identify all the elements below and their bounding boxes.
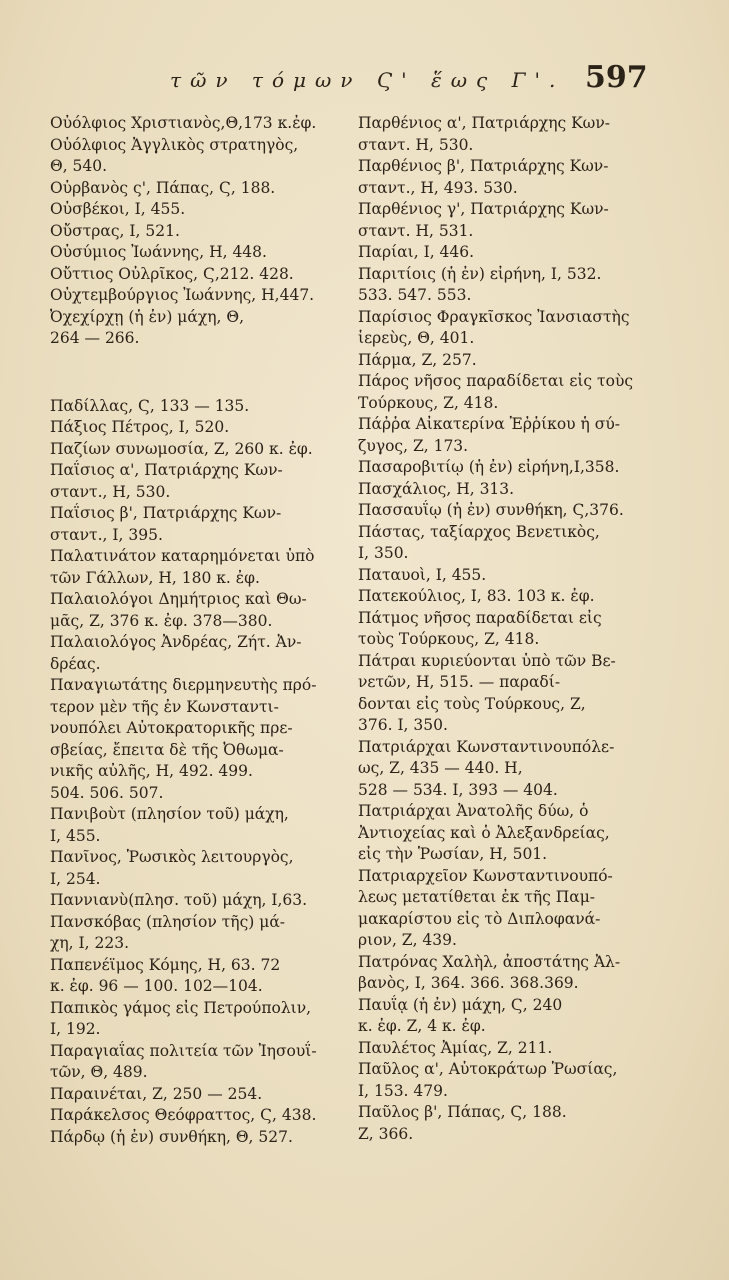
index-entry-line: τερον μὲν τῆς ἐν Κωνσταντι- — [50, 697, 279, 716]
index-entry-line: 504. 506. 507. — [50, 783, 164, 802]
index-entry-line: Παζίων συνωμοσία, Ζ, 260 κ. ἐφ. — [50, 439, 313, 458]
index-entry-line: Πατριαρχεῖον Κωνσταντινουπό- — [358, 866, 613, 885]
index-entry-line: ζυγος, Ζ, 173. — [358, 436, 469, 455]
index-entry-line: Ι, 153. 479. — [358, 1081, 448, 1100]
index-entry-line: Παταυοὶ, Ι, 455. — [358, 565, 487, 584]
index-entry-line: Οὐόλφιος Χριστιανὸς,Θ,173 κ.ἐφ. — [50, 114, 317, 132]
index-entry-line: Παναγιωτάτης διερμηνευτὴς πρό- — [50, 676, 317, 694]
section-gap — [50, 350, 350, 396]
index-entry-line: μακαρίστου εἰς τὸ Διπλοφανά- — [358, 909, 601, 928]
index-entry-line: Παρθένιος β', Πατριάρχης Κων- — [358, 157, 609, 175]
index-entry-line: ἱερεὺς, Θ, 401. — [358, 329, 475, 347]
index-entry-line: σβείας, ἔπειτα δὲ τῆς Ὀθωμα- — [50, 740, 284, 759]
index-entry-line: Θ, 540. — [50, 157, 108, 175]
index-entry-line: Πανιβοὺτ (πλησίον τοῦ) μάχη, — [50, 805, 289, 823]
index-entry-line: Ι, 350. — [358, 544, 409, 562]
index-entry-line: Ι, 192. — [50, 1020, 101, 1038]
index-entry-line: Πάρδῳ (ἡ ἐν) συνθήκη, Θ, 527. — [50, 1127, 293, 1146]
index-entry-line: Πατριάρχαι Κωνσταντινουπόλε- — [358, 737, 615, 756]
index-entry-line: Οὐσβέκοι, Ι, 455. — [50, 200, 186, 218]
index-entry-line: Πάρος νῆσος παραδίδεται εἰς τοὺς — [358, 372, 634, 390]
index-entry-line: Οὐχτεμβούργιος Ἰωάννης, Η,447. — [50, 286, 315, 304]
index-entry-line: Πάτμος νῆσος παραδίδεται εἰς — [358, 608, 602, 627]
page-number: 597 — [585, 60, 648, 95]
index-column-right — [358, 113, 658, 1145]
index-entry-line: Πάξιος Πέτρος, Ι, 520. — [50, 418, 230, 436]
index-entry-line: Παδίλλας, Ϛ, 133 — 135. — [50, 396, 250, 415]
index-entry-line: σταντ., Η, 530. — [50, 482, 171, 501]
index-entry-line: βανὸς, Ι, 364. 366. 368.369. — [358, 974, 579, 992]
index-entry-line: Πάῤῥα Αἰκατερίνα Ἐῤῥίκου ἡ σύ- — [358, 415, 620, 433]
index-entry-line: Παλατινάτον καταρημόνεται ὑπὸ — [50, 547, 315, 565]
index-entry-line: νικῆς αὐλῆς, Η, 492. 499. — [50, 762, 253, 780]
index-entry-line: Παλαιολόγος Ἀνδρέας, Ζήτ. Ἀν- — [50, 633, 302, 651]
running-title: τῶν τόμων Ϛ' ἕως Γ'. — [170, 68, 565, 92]
index-entry-line: ριον, Ζ, 439. — [358, 931, 457, 949]
index-entry-line: τῶν, Θ, 489. — [50, 1063, 148, 1081]
index-entry-line: Πάτραι κυριεύονται ὑπὸ τῶν Βε- — [358, 651, 616, 670]
index-entry-line: Παράκελσος Θεόφραττος, Ϛ, 438. — [50, 1106, 317, 1124]
index-entry-line: λεως μετατίθεται ἐκ τῆς Παμ- — [358, 888, 596, 906]
index-entry-line: Πατεκούλιος, Ι, 83. 103 κ. ἐφ. — [358, 587, 595, 605]
index-entry-line: Πασσαυΐῳ (ἡ ἐν) συνθήκη, Ϛ,376. — [358, 501, 624, 519]
index-entry-line: σταντ. Η, 530. — [358, 135, 474, 154]
index-entry-line: Οὔστρας, Ι, 521. — [50, 221, 180, 240]
index-entry-line: Πανῖνος, Ῥωσικὸς λειτουργὸς, — [50, 848, 294, 866]
index-entry-line: Παυλέτος Ἀμίας, Ζ, 211. — [358, 1038, 553, 1057]
index-entry-line: 376. Ι, 350. — [358, 716, 448, 734]
index-entry-line: Παπικὸς γάμος εἰς Πετρούπολιν, — [50, 998, 312, 1017]
index-entry-line: εἰς τὴν Ῥωσίαν, Η, 501. — [358, 845, 548, 863]
index-entry-line: Παυΐᾳ (ἡ ἐν) μάχη, Ϛ, 240 — [358, 995, 563, 1014]
index-entry-line: Παρθένιος α', Πατριάρχης Κων- — [358, 114, 610, 132]
index-entry-line: κ. ἐφ. 96 — 100. 102—104. — [50, 977, 263, 995]
index-entry-line: Πασχάλιος, Η, 313. — [358, 479, 515, 498]
index-entry-line: Ἀντιοχείας καὶ ὁ Ἀλεξανδρείας, — [358, 823, 610, 842]
index-entry-line: Παρίσιος Φραγκῖσκος Ἰανσιαστὴς — [358, 307, 630, 326]
index-entry-line: χη, Ι, 223. — [50, 934, 130, 952]
index-entry-line: Οὐόλφιος Ἀγγλικὸς στρατηγὸς, — [50, 135, 299, 154]
index-entry-line: ως, Ζ, 435 — 440. Η, — [358, 759, 523, 777]
index-entry-line: Παραινέται, Ζ, 250 — 254. — [50, 1084, 263, 1103]
index-entry-line: σταντ., Η, 493. 530. — [358, 178, 518, 197]
index-entry-line: 528 — 534. Ι, 393 — 404. — [358, 780, 558, 799]
index-entry-line: Παλαιολόγοι Δημήτριος καὶ Θω- — [50, 590, 307, 608]
index-entry-line: Παραγιαΐας πολιτεία τῶν Ἰησουΐ- — [50, 1041, 317, 1060]
index-entry-line: Πανσκόβας (πλησίον τῆς) μά- — [50, 912, 286, 931]
index-entry-line: Παριτίοις (ἡ ἐν) εἰρήνη, Ι, 532. — [358, 264, 602, 283]
index-entry-line: δονται εἰς τοὺς Τούρκους, Ζ, — [358, 694, 586, 713]
index-entry-line: Πατριάρχαι Ἀνατολῆς δύω, ὁ — [358, 802, 589, 820]
index-entry-line: δρέας. — [50, 654, 101, 673]
index-entry-line: τοὺς Τούρκους, Ζ, 418. — [358, 630, 540, 648]
index-entry-line: Παρίαι, Ι, 446. — [358, 243, 475, 261]
index-entry-line: Τούρκους, Ζ, 418. — [358, 393, 499, 412]
index-entry-line: νετῶν, Η, 515. — παραδί- — [358, 673, 561, 691]
index-entry-line: Παννιανὺ(πλησ. τοῦ) μάχη, Ι,63. — [50, 891, 308, 909]
index-entry-line: 264 — 266. — [50, 329, 140, 347]
index-entry-line: Παΐσιος β', Πατριάρχης Κων- — [50, 504, 282, 522]
index-entry-line: Πάστας, ταξίαρχος Βενετικὸς, — [358, 522, 600, 541]
index-entry-line: Πάρμα, Ζ, 257. — [358, 350, 477, 369]
index-entry-line: Πασαροβιτίῳ (ἡ ἐν) εἰρήνη,Ι,358. — [358, 458, 620, 476]
index-entry-line: Ὀχεχίρχῃ (ἡ ἐν) μάχη, Θ, — [50, 307, 244, 326]
index-entry-line: Ζ, 366. — [358, 1124, 414, 1143]
running-head — [0, 60, 729, 100]
index-entry-line: Παῦλος β', Πάπας, Ϛ, 188. — [358, 1103, 567, 1121]
index-entry-line: Παρθένιος γ', Πατριάρχης Κων- — [358, 200, 609, 218]
index-entry-line: σταντ. Η, 531. — [358, 221, 474, 240]
index-entry-line: μᾶς, Ζ, 376 κ. ἐφ. 378—380. — [50, 611, 273, 630]
index-entry-line: σταντ., Ι, 395. — [50, 525, 163, 544]
index-entry-line: Ι, 254. — [50, 869, 101, 888]
index-entry-line: Παΐσιος α', Πατριάρχης Κων- — [50, 461, 283, 479]
index-entry-line: Πατρόνας Χαλὴλ, ἀποστάτης Ἀλ- — [358, 952, 621, 971]
index-entry-line: Παπενέϊμος Κόμης, Η, 63. 72 — [50, 955, 281, 974]
index-entry-line: νουπόλει Αὐτοκρατορικῆς πρε- — [50, 719, 293, 737]
index-column-left — [50, 113, 350, 1148]
index-entry-line: Οὐσύμιος Ἰωάννης, Η, 448. — [50, 243, 267, 261]
index-entry-line: Παῦλος α', Αὐτοκράτωρ Ῥωσίας, — [358, 1060, 618, 1078]
index-entry-line: κ. ἐφ. Ζ, 4 κ. ἐφ. — [358, 1017, 486, 1035]
index-entry-line: 533. 547. 553. — [358, 286, 472, 304]
index-entry-line: τῶν Γάλλων, Η, 180 κ. ἐφ. — [50, 568, 260, 587]
index-entry-line: Ι, 455. — [50, 826, 101, 845]
index-entry-line: Οὔττιος Οὐλρῖκος, Ϛ,212. 428. — [50, 264, 294, 283]
index-entry-line: Οὐρβανὸς ς', Πάπας, Ϛ, 188. — [50, 178, 276, 197]
